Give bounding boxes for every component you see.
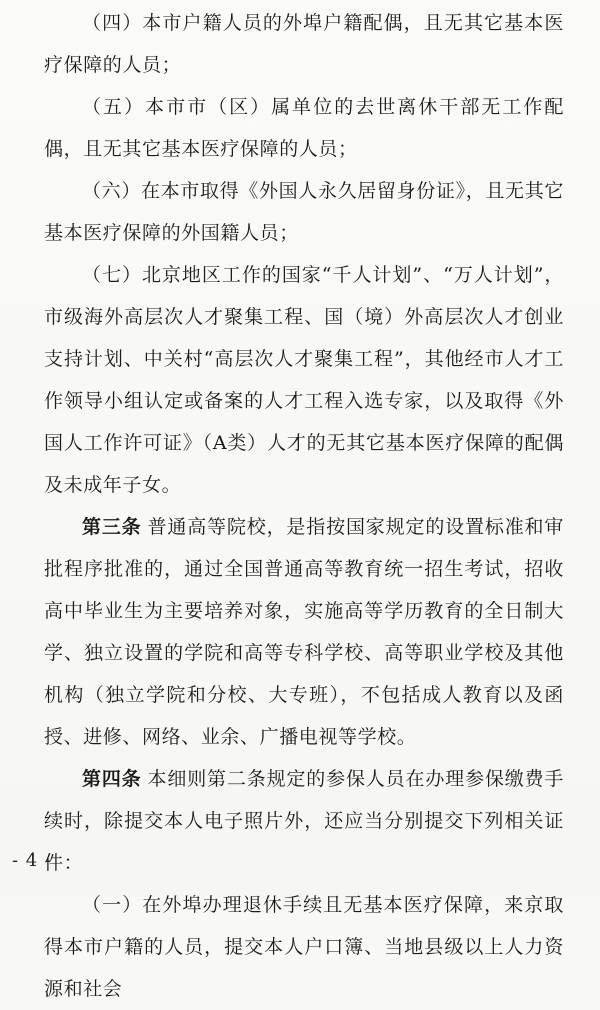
paragraph-text: （一）在外埠办理退休手续且无基本医疗保障，来京取得本市户籍的人员，提交本人户口簿、当地县级以上人力资源和社会 <box>44 894 564 1000</box>
page-number: - 4 - <box>12 850 53 871</box>
paragraph-text: （五）本市市（区）属单位的去世离休干部无工作配偶，且无其它基本医疗保障的人员； <box>44 96 564 160</box>
article-3 <box>44 506 564 758</box>
article-heading: 第四条 <box>82 768 142 790</box>
paragraph-item-5 <box>44 86 564 170</box>
paragraph-item-7 <box>44 254 564 506</box>
document-body <box>44 0 564 1010</box>
paragraph-item-6 <box>44 170 564 254</box>
paragraph-text: （七）北京地区工作的国家“千人计划”、“万人计划”，市级海外高层次人才聚集工程、国（境）外高层次人才创业支持计划、中关村“高层次人才聚集工程”，其他经市人才工作领导小组认定或备案的人才工程入选专家，以及取得《外国人工作许可证》（A类）人才的无其它基本医疗保障的配偶及未成年子女。 <box>44 264 564 496</box>
article-heading: 第三条 <box>82 516 142 538</box>
paragraph-item-4 <box>44 0 564 86</box>
article-4 <box>44 758 564 884</box>
paragraph-text: 本细则第二条规定的参保人员在办理参保缴费手续时，除提交本人电子照片外，还应当分别提交下列相关证件： <box>44 768 564 874</box>
article-4-item-1 <box>44 884 564 1010</box>
paragraph-text: 普通高等院校，是指按国家规定的设置标准和审批程序批准的，通过全国普通高等教育统一招生考试，招收高中毕业生为主要培养对象，实施高等学历教育的全日制大学、独立设置的学院和高等专科学校、高等职业学校及其他机构（独立学院和分校、大专班），不包括成人教育以及函授、进修、网络、业余、广播电视等学校。 <box>44 516 564 748</box>
paragraph-text: （六）在本市取得《外国人永久居留身份证》，且无其它基本医疗保障的外国籍人员； <box>44 180 564 244</box>
paragraph-text: （四）本市户籍人员的外埠户籍配偶，且无其它基本医疗保障的人员； <box>44 12 564 76</box>
